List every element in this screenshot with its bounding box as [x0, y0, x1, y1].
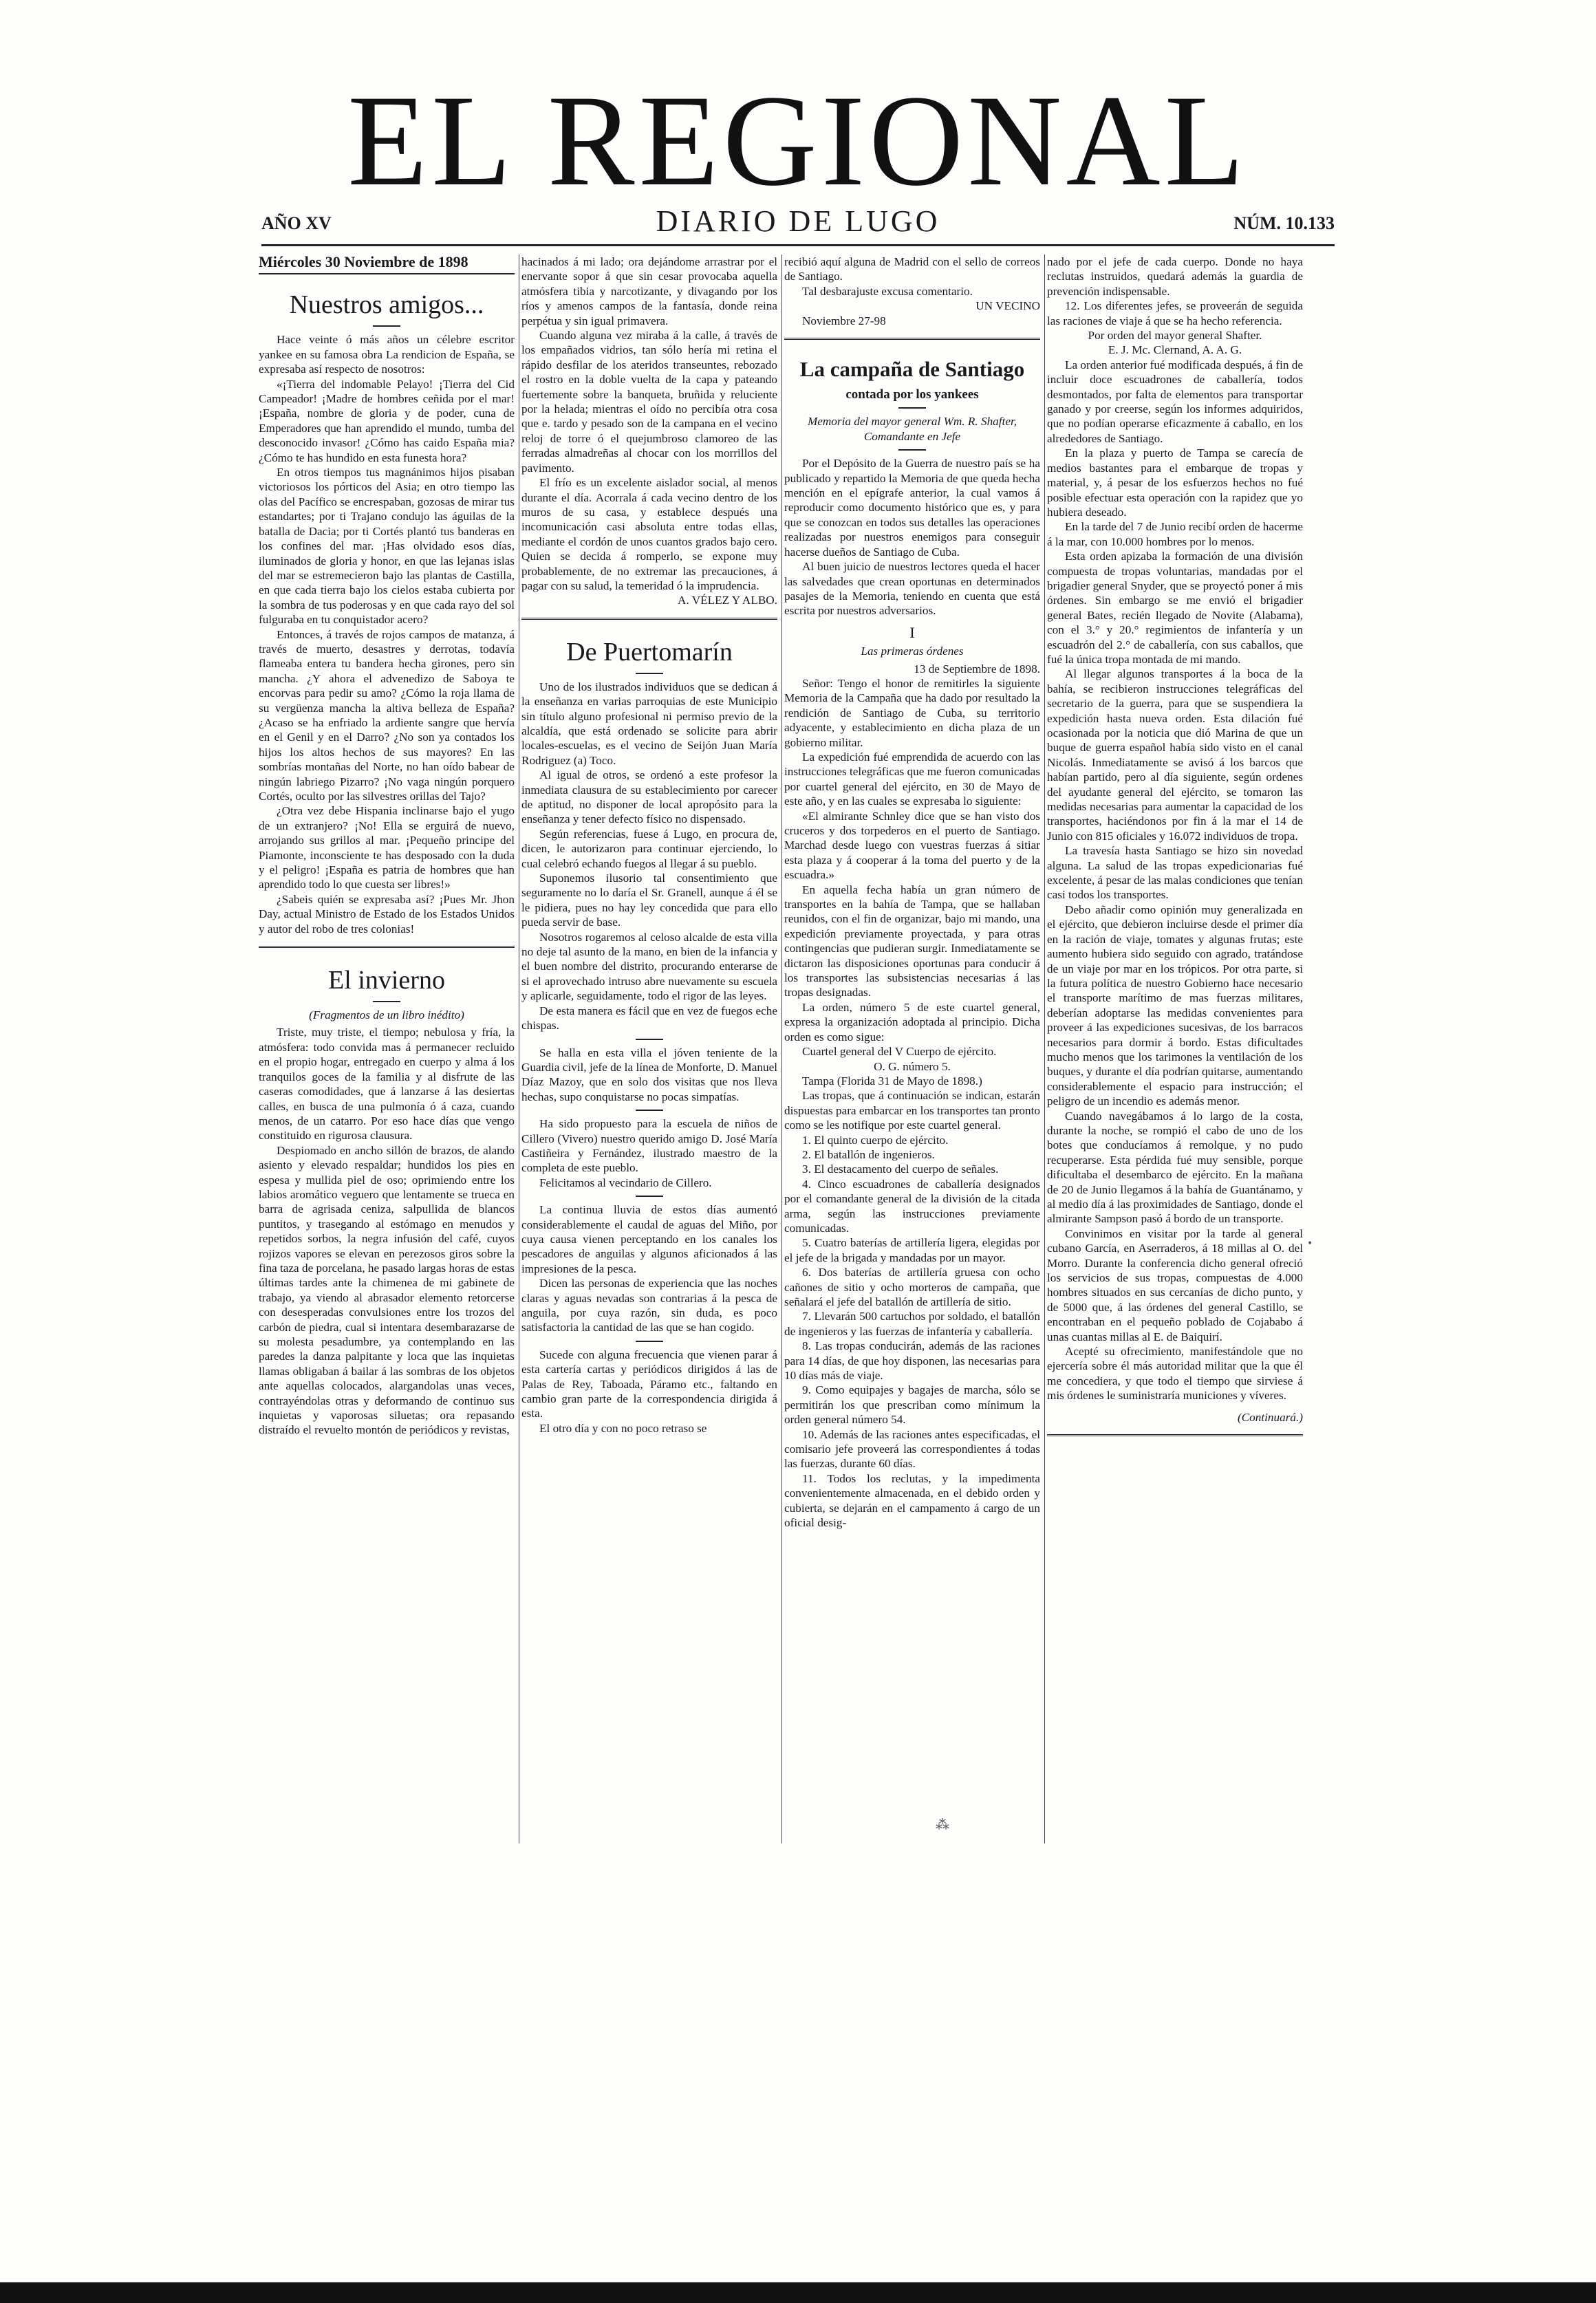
paragraph: En aquella fecha había un gran número de transportes en la bahía de Tampa, que se hallaban reunidos, con el fin de organizar, bajo mi mando, una expedición previamente proyectada, y para otras contingencias que pudieran surgir. Inmediatamente se dictaron las disposiciones oportunas para conducir á los transportes las subsistencias necesarias á las tropas designadas.: [784, 883, 1040, 999]
newspaper-subtitle: DIARIO DE LUGO: [656, 204, 940, 238]
scan-edge-bar: [0, 2282, 1596, 2303]
divider: [636, 1196, 663, 1197]
paragraph: La travesía hasta Santiago se hizo sin novedad alguna. La salud de las tropas expedicionarias fué excelente, á pesar de las malas condiciones que tenían casi todos los transportes.: [1047, 844, 1303, 902]
ink-speck: •: [1307, 1238, 1313, 1249]
paragraph: El otro día y con no poco retraso se: [539, 1421, 707, 1435]
section-separator: [1047, 1434, 1303, 1438]
paragraph: Esta orden apizaba la formación de una división compuesta de tropas voluntarias, mandadas por el brigadier general Snyder, que se proyectó poner á mis órdenes. Sin embargo se me envió el brigadier general Bates, recién llegado de Novite (Alabama), con el 3.° y 20.° regimientos de infantería y un escuadrón del 2.° de caballería, con sus caballos, que fué la única tropa montada de mi mando.: [1047, 550, 1303, 666]
column-2: [521, 255, 777, 1436]
list-item: 1. El quinto cuerpo de ejército.: [802, 1133, 949, 1147]
article-subheading: contada por los yankees: [845, 387, 979, 402]
divider: [636, 1110, 663, 1111]
paragraph: Tal desbarajuste excusa comentario.: [802, 284, 973, 298]
dateline: Noviembre 27-98: [802, 314, 886, 327]
signature: UN VECINO: [975, 299, 1040, 313]
paragraph: ¿Sabeis quién se expresaba así? ¡Pues Mr. Jhon Day, actual Ministro de Estado de los Estados Unidos y autor del robo de tres colonias!: [259, 892, 515, 936]
continued-note: (Continuará.): [1237, 1410, 1303, 1424]
divider: [898, 449, 926, 451]
paragraph: Nosotros rogaremos al celoso alcalde de esta villa no deje tal asunto de la mano, en bien de la infancia y el buen nombre del distrito, procurando enterarse de si el aprovechado intruso abre nuevamente su escuela y aplicarle, seguidamente, todo el rigor de las leyes.: [521, 930, 777, 1003]
paragraph: Según referencias, fuese á Lugo, en procura de, dicen, le autorizaron para continuar ejerciendo, lo cual celebró echando fuegos al llegar á su pueblo.: [521, 827, 777, 870]
column-3: [784, 255, 1040, 1531]
paragraph: De esta manera es fácil que en vez de fuegos eche chispas.: [521, 1004, 777, 1032]
divider: [636, 673, 663, 674]
paragraph: Hace veinte ó más años un célebre escritor yankee en su famosa obra La rendicion de España, se expresaba así respecto de nosotros:: [259, 333, 515, 376]
column-divider: [1044, 255, 1045, 1844]
paragraph: Uno de los ilustrados individuos que se dedican á la enseñanza en varias parroquias de este Municipio sin título alguno profesional ni permiso previo de la alcaldía, que está ordenado se solicite para abrir locales-escuelas, es el vecino de Seijón Juan María Rodriguez (a) Toco.: [521, 680, 777, 767]
masthead-subline: [261, 204, 1335, 245]
issue-year: AÑO XV: [261, 213, 332, 233]
paragraph: La continua lluvia de estos días aumentó considerablemente el caudal de aguas del Miño, por cuya causa vienen perceptando en los canales los pescadores de anguilas y algunos aficionados á las impresiones de la pesca.: [521, 1203, 777, 1275]
paragraph: La orden, número 5 de este cuartel general, expresa la organización adoptada al principio. Dicha orden es como sigue:: [784, 1000, 1040, 1044]
paragraph: Señor: Tengo el honor de remitirles la siguiente Memoria de la Campaña que ha dado por resultado la rendición de Santiago de Cuba, su territorio adyacente, y establecimiento en dicha plaza de un gobierno militar.: [784, 676, 1040, 749]
paragraph: hacinados á mi lado; ora dejándome arrastrar por el enervante sopor á que sin cesar provocaba aquella atmósfera tibia y narcotizante, y divagando por los ríos y amenos campos de la fantasía, donde reina perpétua y sin igual primavera.: [521, 255, 777, 327]
paragraph: Cuando alguna vez miraba á la calle, á través de los empañados vidrios, tan sólo hería mi retina el rápido desfilar de los ateridos transeuntes, rebozado el rostro en la doble vuelta de la capa y pateando fuertemente sobre la banqueta, bruñida y reluciente por la helada; mientras el oído no percibía otra cosa que e. tardo y pesado son de la campana en el vecino reloj de torre ó el quejumbroso clamoreo de las ferradas almadreñas al chocar con los morrillos del pavimento.: [521, 329, 777, 475]
paragraph: Sucede con alguna frecuencia que vienen parar á esta cartería cartas y periódicos dirigidos á las de Palas de Rey, Taboada, Páramo etc., faltando en cambio gran parte de la correspondencia dirigida á esta.: [521, 1348, 777, 1420]
paragraph: La expedición fué emprendida de acuerdo con las instrucciones telegráficas que me fueron comunicadas por cuartel general del ejército, en 30 de Mayo de este año, y en las cuales se expresaba lo siguiente:: [784, 750, 1040, 808]
paragraph: Las tropas, que á continuación se indican, estarán dispuestas para embarcar en los transportes tan pronto como se les notifique por este cuartel general.: [784, 1089, 1040, 1132]
issue-number: NÚM. 10.133: [1233, 213, 1335, 233]
article-heading-el-invierno: El invierno: [328, 966, 445, 995]
paragraph: Al igual de otros, se ordenó a este profesor la inmediata clausura de su establecimiento por carecer de aptitud, no disponer de local apropósito para la enseñanza y tener defecto físico no dispensado.: [521, 768, 777, 826]
list-item: 2. El batallón de ingenieros.: [802, 1147, 935, 1161]
paragraph: Al buen juicio de nuestros lectores queda el hacer las salvedades que crean oportunas en determinados pasajes de la Memoria, teniendo en cuenta que está escrita por nuestros adversarios.: [784, 560, 1040, 618]
list-item: 3. El destacamento del cuerpo de señales.: [802, 1163, 999, 1176]
column-4: [1047, 255, 1303, 1448]
section-separator: [784, 338, 1040, 342]
list-item: 9. Como equipajes y bagajes de marcha, sólo se permitirán los que prescriban como mínimum la orden general número 54.: [784, 1383, 1040, 1427]
column-divider: [781, 255, 782, 1844]
article-subtitle: (Fragmentos de un libro inédito): [309, 1008, 464, 1022]
article-heading-de-puertomarin: De Puertomarín: [566, 637, 733, 667]
divider: [898, 407, 926, 409]
paragraph: En otros tiempos tus magnánimos hijos pisaban victoriosos los pórticos del Asia; en otro tiempo las olas del Pacífico se encrespaban, gozosas de mirar tus estandartes; por ti Trajano condujo las águilas de la batalla de Dacia; por ti Cortés plantó tus banderas en los confines del mar. ¡Has olvidado esos días, iluminados de gloria y honor, en que las lejanas islas del mar se estremecieron bajo las plantas de Castilla, en que cada tierra bajo los cielos estaba cubierta por la sombra de tus poderosas y en que cada rayo del sol fulguraba en tu conquistador acero?: [259, 466, 515, 627]
paragraph: Suponemos ilusorio tal consentimiento que seguramente no lo daría el Sr. Granell, aunque á él se le pidiera, pues no hay ley concedida que para ello pueda servir de base.: [521, 872, 777, 929]
divider: [373, 325, 400, 327]
signature: A. VÉLEZ Y ALBO.: [678, 594, 777, 607]
divider: [373, 1001, 400, 1002]
paragraph: Acepté su ofrecimiento, manifestándole que no ejercería sobre él más autoridad militar que la que él me concediera, y que todo el tiempo que sirviese á mis órdenes le suministraría municiones y víveres.: [1047, 1345, 1303, 1403]
order-attribution: Por orden del mayor general Shafter.: [1088, 329, 1262, 343]
paragraph: ¿Otra vez debe Hispania inclinarse bajo el yugo de un extranjero? ¡No! Ella se erguirá de nuevo, arrojando sus grillos al mar. ¡Pequeño principe del Piamonte, inconsciente te has desposado con la duda y el peligro! ¡España es patria de hombres que han aprendido todo lo que cuesta ser libres!»: [259, 804, 515, 891]
list-item: 4. Cinco escuadrones de caballería designados por el comandante general de la división de la citada arma, según las instrucciones previamente comunicadas.: [784, 1177, 1040, 1235]
paragraph: El frío es un excelente aislador social, al menos durante el día. Acorrala á cada vecino dentro de los muros de su casa, y establece después una incomunicación casi absoluta entre todas ellas, mediante el cordón de unos cuantos grados bajo cero. Quien se decida á romperlo, se expone muy probablemente, de no extremar las precauciones, á pagar con su salud, la temeridad ó la imprudencia.: [521, 476, 777, 592]
divider: [636, 1039, 663, 1040]
order-place-date: Tampa (Florida 31 de Mayo de 1898.): [802, 1074, 982, 1088]
section-numeral: I: [909, 623, 915, 641]
paragraph: nado por el jefe de cada cuerpo. Donde no haya reclutas instruidos, quedará además la guardia de prevención indispensable.: [1047, 255, 1303, 298]
newspaper-title: EL REGIONAL: [347, 69, 1249, 213]
paragraph: Convinimos en visitar por la tarde al general cubano García, en Aserraderos, á 18 millas al O. del Morro. Durante la conferencia dicho general ofreció los servicios de sus tropas, compuestas de 4.000 hombres situados en sus cercanías de dicho punto, y de 5000 que, á las órdenes del general Castillo, se encontraban en el pequeño poblado de Cojababo á unas cuantas millas al E. de Baiquirí.: [1047, 1226, 1303, 1343]
order-signature: E. J. Mc. Clernand, A. A. G.: [1108, 343, 1242, 357]
section-separator: [521, 618, 777, 622]
list-item: 6. Dos baterías de artillería gruesa con ocho cañones de sitio y ocho morteros de campaña, que señalará el jefe del batallón de artillería de sitio.: [784, 1266, 1040, 1308]
letter-date: 13 de Septiembre de 1898.: [914, 662, 1040, 675]
masthead-rule: [261, 244, 1335, 246]
article-heading-nuestros-amigos: Nuestros amigos...: [289, 290, 484, 320]
paragraph: La orden anterior fué modificada después, á fin de incluir doce escuadrones de caballería, todos desmontados, por falta de elementos para transportar ganado y por creerse, según los informes adquiridos, que no podían operarse eficazmente á caballo, en los alrededores de Santiago.: [1047, 358, 1303, 445]
divider: [636, 1341, 663, 1342]
paragraph: Triste, muy triste, el tiempo; nebulosa y fría, la atmósfera: todo convida mas á permanecer recluido en el propio hogar, entregado en cuerpo y alma á los tranquilos goces de la familia y al disfrute de las caseras comodidades, que á lanzarse á las desiertas calles, en busca de una pulmonía ó á caza, cuando menos, de un catarro. Por eso hace días que vengo constituido en rigurosa clausura.: [259, 1026, 515, 1143]
list-item: 7. Llevarán 500 cartuchos por soldado, el batallón de ingenieros y las fuerzas de infantería y caballería.: [784, 1310, 1040, 1338]
section-separator: [259, 946, 515, 950]
paragraph: Al llegar algunos transportes á la boca de la bahía, se recibieron instrucciones telegráficas del secretario de la guerra, para que se suspendiera la expedición hasta nueva orden. Esta dilación fué ocasionada por la noticia que dió Marina de que un buque de guerra español había sido visto en el canal Nicolás. Inmediatamente se avisó á los barcos que habían partido, pero al día siguiente, según ordenes del ayudante general del ejército, se tomaron las medidas necesarias para aumentar la capacidad de los transportes, haciéndonos por fin á la mar el 14 de Junio con 815 oficiales y 16.072 individuos de tropa.: [1047, 667, 1303, 843]
paragraph: Cuartel general del V Cuerpo de ejército.: [802, 1045, 997, 1059]
paragraph: «¡Tierra del indomable Pelayo! ¡Tierra del Cid Campeador! ¡Madre de hombres ceñida por el mar! ¡España, nombre de gloria y de poder, cuna de Emperadores que han aprendido el mundo, tumba del desconocido invasor! ¿Cómo has caido España mia? ¿Cómo te has hundido en esta funesta hora?: [259, 377, 515, 464]
order-number: O. G. número 5.: [874, 1059, 951, 1073]
list-item: 8. Las tropas conducirán, además de las raciones para 14 días, de que hoy disponen, las necesarias para 10 días más de viaje.: [784, 1339, 1040, 1383]
paragraph: Cuando navegábamos á lo largo de la costa, durante la noche, se rompió el cabo de uno de los botes que conducíamos á remolque, y no pudo recuperarse. Esta pérdida fué muy sensible, porque dificultaba el desembarco de ejército. En la mañana de 20 de Junio llegamos á la bahía de Guantánamo, y al medio día á las proximidades de Santiago, donde el almirante Sampson pasó á bordo de un transporte.: [1047, 1109, 1303, 1226]
paragraph: En la tarde del 7 de Junio recibí orden de hacerme á la mar, con 10.000 hombres por lo menos.: [1047, 520, 1303, 548]
paragraph: En la plaza y puerto de Tampa se carecía de medios bastantes para el embarque de tropas y material, y, á pesar de los esfuerzos hechos no fué posible efectuar esta operación con la rapidez que yo hubiera deseado.: [1047, 446, 1303, 519]
paragraph: Debo añadir como opinión muy generalizada en el ejército, que debieron incluirse desde el primer día en la ración de viaje, tomates y algunas frutas; este aumento hubiera sido seguido con agrado, tratándose de un viaje por mar en los trópicos. Por otra parte, si la futura política de nuestro Gobierno hace necesario el transporte marítimo de mas fuerzas militares, deberían adoptarse las medidas convenientes para proveer á las expediciones sucesivas, de los barracos necesarios para dormir á bordo. Estas dificultades mucho menos que los tarimones la ventilación de los buques, y durante el día podrían quitarse, aumentando considerablemente el espacio para instrucción; el peligro de un incendio es además menor.: [1047, 902, 1303, 1108]
list-item: 10. Además de las raciones antes especificadas, el comisario jefe proveerá las correspondientes á todas las fuerzas, durante 60 días.: [784, 1427, 1040, 1471]
ink-speck: ⁂: [936, 1816, 949, 1832]
issue-date: Miércoles 30 Noviembre de 1898: [259, 255, 515, 274]
paragraph: Ha sido propuesto para la escuela de niños de Cillero (Vivero) nuestro querido amigo D. José María Castiñeira y Fernández, ilustrado maestro de la completa de este pueblo.: [521, 1117, 777, 1175]
paragraph: Felicitamos al vecindario de Cillero.: [539, 1176, 712, 1189]
paragraph: «El almirante Schnley dice que se han visto dos cruceros y dos torpederos en el puerto de Santiago. Marchad desde luego con vuestras fuerzas á sitiar esta plaza y á cooperar á la toma del puerto y de la escuadra.»: [784, 809, 1040, 882]
article-heading-campana-santiago: La campaña de Santiago: [799, 357, 1025, 382]
column-1: [259, 255, 515, 1438]
paragraph: Por el Depósito de la Guerra de nuestro país se ha publicado y repartido la Memoria de que queda hecha mención en el epígrafe anterior, la cual vamos á reproducir como documento histórico que es, y para que se conozcan en todos sus detalles las operaciones realizadas por nuestros enemigos para conseguir hacerse dueños de Santiago de Cuba.: [784, 457, 1040, 559]
list-item: 11. Todos los reclutas, y la impedimenta convenientemente almacenada, en el debido orden y cubierta, se dejarán en el campamento á cargo de un oficial desig-: [784, 1471, 1040, 1530]
paragraph: Entonces, á través de rojos campos de matanza, á través de muerto, desastres y derrotas, todavía flameaba entera tu bandera hecha girones, pero sin mancha. ¿Y ahora el advenedizo de Saboya te encorvas para pedir su amo? ¿Cómo la roja llama de su vergüenza mancha la altiva belleza de España? ¿Acaso se ha enfriado la ardiente sangre que hervía en el Genil y en el Darro? ¿No son ya contados los hijos los altos hechos de sus mayores? En las sombrías montañas del Norte, no han oído babear de ningún labriego Pizarro? ¡No vaga ningún porquero Cortés, oculto por las silvestres orillas del Tajo?: [259, 627, 515, 803]
paragraph: Dicen las personas de experiencia que las noches claras y aguas nevadas son contrarias á la pesca de anguila, por cuya razón, sin duda, es poco satisfactoria la cantidad de las que se han cogido.: [521, 1277, 777, 1334]
paragraph: Despiomado en ancho sillón de brazos, de alando asiento y elevado respaldar; hundidos los pies en espesa y mullida piel de oso; oprimiendo entre los labios aromático veguero que lentamente se trueca en barra de agrisada ceniza, salpullida de blancos puntitos, y trasegando al estómago en menudos y repetidos sorbos, la negra infusión del café, cuyos rojizos vapores se elevan en perezosos giros sobre la fina taza de porcelana, he pasado largas horas de estas últimas tardes ante la chimenea de mi gabinete de trabajo, ya viendo al abrasador elemento retorcerse con desesperadas convulsiones entre los trozos del carbón de piedra, cual si intentara desembarazarse de su molesta pesadumbre, ya contemplando en las paredes la danza palpitante y loca que las inquietas llamas obligaban á bailar á las sombras de los objetos ante aquellas colocados, alargandolas unas veces, contrayéndolas otras y deformando de continuo sus inquietas y vaporosas siluetas; ora repasando distraído el revuelto montón de periódicos y revistas,: [259, 1143, 515, 1437]
paragraph: Se halla en esta villa el jóven teniente de la Guardia civil, jefe de la línea de Monforte, D. Manuel Díaz Mazoy, que en solo dos visitas que nos lleva hechas, supo conquistarse no pocas simpatías.: [521, 1046, 777, 1103]
section-title: Las primeras órdenes: [861, 645, 964, 658]
list-item: 12. Los diferentes jefes, se proveerán de seguida las raciones de viaje á que se ha hecho referencia.: [1047, 299, 1303, 327]
paragraph: recibió aquí alguna de Madrid con el sello de correos de Santiago.: [784, 255, 1040, 283]
list-item: 5. Cuatro baterías de artillería ligera, elegidas por el jefe de la brigada y mandadas por un mayor.: [784, 1236, 1040, 1264]
memoria-title: Memoria del mayor general Wm. R. Shafter, Comandante en Jefe: [807, 415, 1017, 443]
